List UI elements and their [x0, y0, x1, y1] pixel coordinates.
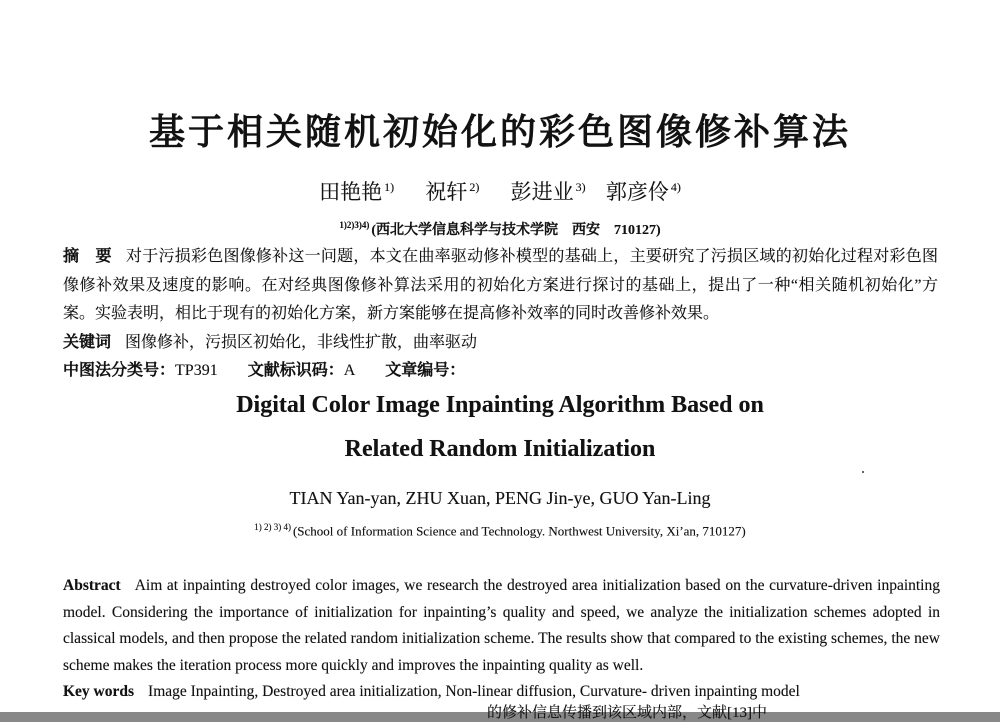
- keywords-text-cn: 图像修补，污损区初始化，非线性扩散，曲率驱动: [125, 333, 478, 351]
- english-front-matter: [63, 573, 940, 706]
- author-cn-3: [511, 176, 586, 206]
- author-affil-mark: 1): [384, 180, 395, 194]
- paper-title-english-line1: Digital Color Image Inpainting Algorithm Based on: [236, 392, 764, 418]
- author-cn-1: [319, 176, 394, 206]
- keywords-text-en: Image Inpainting, Destroyed area initialization, Non-linear diffusion, Curvature- driven inpainting model: [148, 683, 800, 700]
- clipped-next-page-text: 的修补信息传播到该区域内部，文献[13]中: [487, 705, 767, 721]
- chinese-front-matter: [63, 243, 938, 386]
- scan-speck: [862, 471, 864, 473]
- abstract-text-cn: 对于污损彩色图像修补这一问题，本文在曲率驱动修补模型的基础上，主要研究了污损区域的初始化过程对彩色图像修补效果及速度的影响。在对经典图像修补算法采用的初始化方案进行探讨的基础上，提出了一种“相关随机初始化”方案。实验表明，相比于现有的初始化方案，新方案能够在提高修补效率的同时改善修补效果。: [63, 248, 938, 322]
- author-name: 田艳艳: [319, 180, 383, 204]
- affiliation-text: (西北大学信息科学与技术学院 西安 710127): [371, 223, 661, 238]
- keywords-label-cn: 关键词: [63, 333, 112, 351]
- affiliation-marks: 1)2)3)4): [339, 220, 370, 231]
- author-name: 彭进业: [510, 180, 574, 204]
- abstract-label-cn: 摘 要: [63, 248, 112, 265]
- authors-english: TIAN Yan-yan, ZHU Xuan, PENG Jin-ye, GUO Yan-Ling: [289, 488, 711, 508]
- author-cn-4: [606, 176, 681, 206]
- keywords-label-en: Key words: [63, 683, 135, 700]
- authors-chinese: [0, 176, 1000, 206]
- doc-code-value: A: [343, 362, 356, 379]
- clc-label: 中图法分类号：: [63, 362, 176, 379]
- author-affil-mark: 2): [469, 180, 480, 194]
- abstract-chinese: [63, 243, 938, 329]
- affiliation-text-en: (School of Information Science and Technology. Northwest University, Xi’an, 710127): [292, 523, 746, 539]
- affiliation-english: [0, 522, 1000, 539]
- doc-code-label: 文献标识码：: [247, 362, 344, 379]
- clc-line: [63, 357, 938, 386]
- abstract-text-en: Aim at inpainting destroyed color images, we research the destroyed area initialization based on the curvature-driven inpainting model. Considering the importance of initialization for inpainting’s quality and speed, we analyze the initialization schemes adopted in classical models, and then propose the related random initialization scheme. The results show that compared to the existing schemes, the new scheme makes the iteration process more quickly and improves the inpainting quality as well.: [63, 577, 940, 674]
- paper-title-chinese: 基于相关随机初始化的彩色图像修补算法: [148, 111, 851, 152]
- author-cn-2: [425, 176, 479, 206]
- abstract-english: [63, 573, 940, 679]
- article-no-label: 文章编号：: [385, 362, 466, 379]
- paper-title-english-line2: Related Random Initialization: [344, 436, 656, 462]
- author-name: 郭彦伶: [605, 180, 669, 204]
- affiliation-marks-en: 1) 2) 3) 4): [254, 522, 291, 532]
- abstract-label-en: Abstract: [63, 577, 121, 594]
- author-affil-mark: 4): [670, 180, 681, 194]
- keywords-english: [63, 679, 940, 706]
- keywords-chinese: [63, 329, 938, 358]
- author-affil-mark: 3): [575, 180, 586, 194]
- author-name: 祝轩: [425, 180, 468, 204]
- clc-value: TP391: [175, 362, 218, 379]
- affiliation-chinese: [0, 219, 1000, 239]
